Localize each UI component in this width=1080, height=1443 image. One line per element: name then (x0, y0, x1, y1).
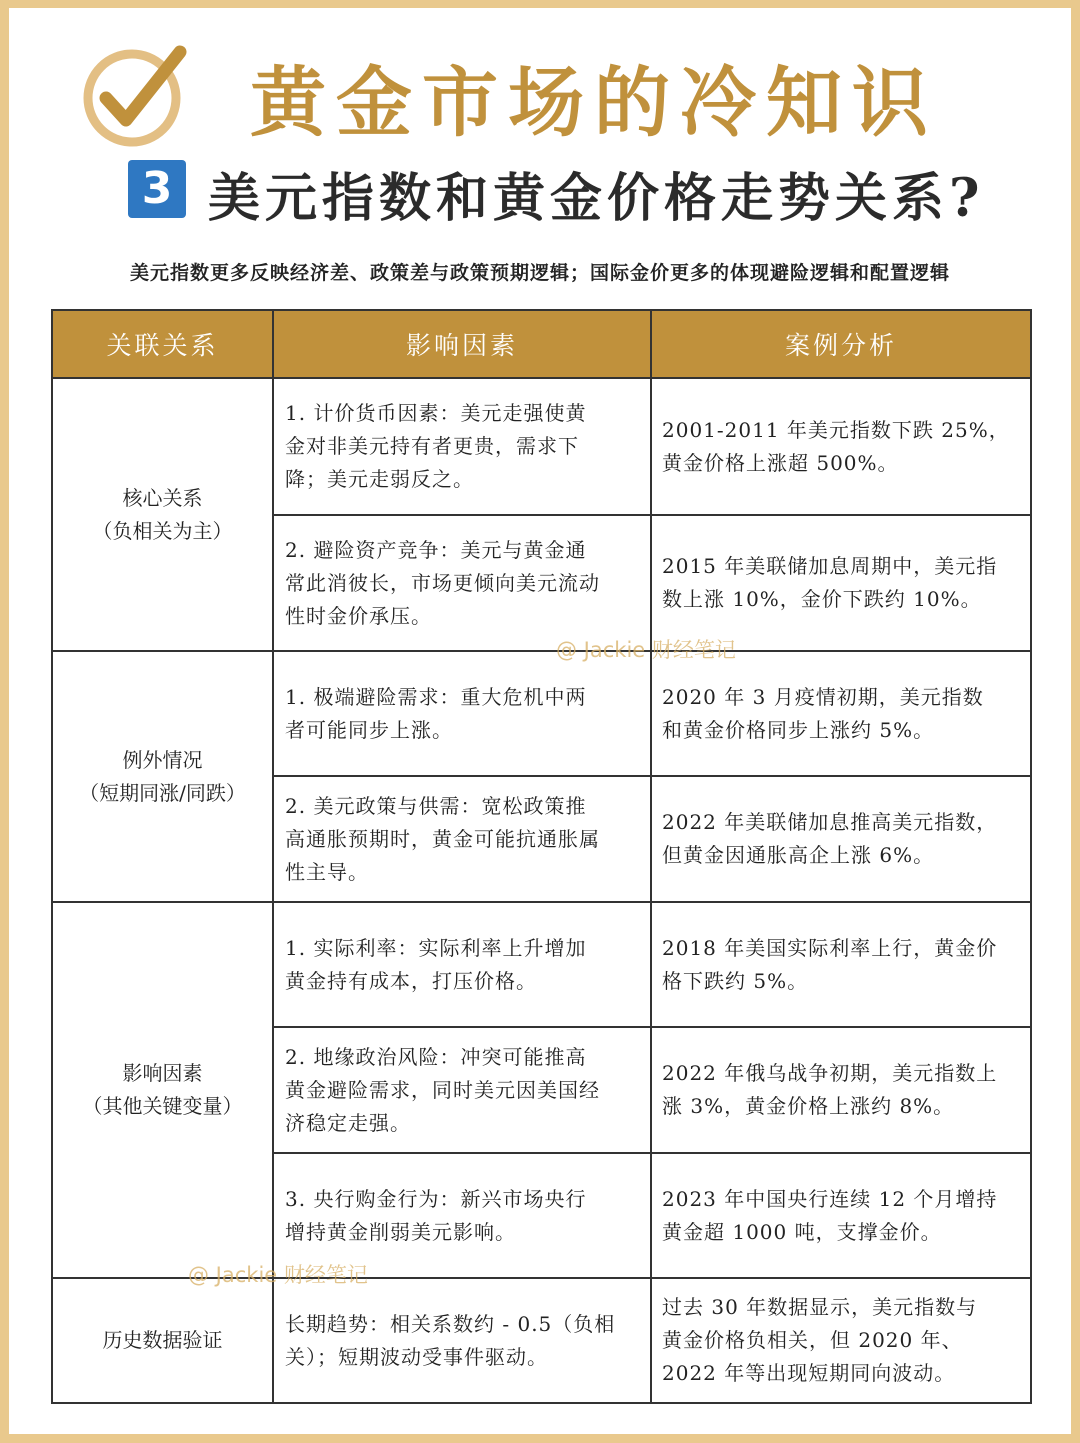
case-line: 和黄金价格同步上涨约 5%。 (662, 717, 935, 742)
factor-line: 增持黄金削弱美元影响。 (285, 1219, 516, 1244)
case-line: 数上涨 10%，金价下跌约 10%。 (662, 587, 982, 611)
case-line: 黄金超 1000 吨，支撑金价。 (662, 1219, 942, 1244)
case-line: 2022 年等出现短期同向波动。 (662, 1361, 956, 1385)
factor-line: 2. 避险资产竞争：美元与黄金通 (285, 537, 587, 562)
intro-text: 美元指数更多反映经济差、政策差与政策预期逻辑；国际金价更多的体现避险逻辑和配置逻辑 (129, 262, 950, 284)
category-cell-factors (52, 902, 273, 1278)
category-line: （其他关键变量） (82, 1094, 243, 1118)
case-line: 涨 3%，黄金价格上涨约 8%。 (662, 1094, 955, 1118)
header-relationship: 关联关系 (52, 310, 273, 378)
case-line: 2015 年美联储加息周期中，美元指 (662, 554, 998, 578)
case-line: 黄金价格上涨超 500%。 (662, 450, 899, 475)
factor-line: 2. 地缘政治风险：冲突可能推高 (285, 1044, 587, 1069)
factor-line: 2. 美元政策与供需：宽松政策推 (285, 793, 587, 818)
case-cell (651, 1027, 1031, 1153)
case-line: 但黄金因通胀高企上涨 6%。 (662, 843, 935, 867)
factor-line: 济稳定走强。 (285, 1110, 411, 1135)
case-line: 2018 年美国实际利率上行，黄金价 (662, 935, 998, 960)
section-subtitle: 美元指数和黄金价格走势关系? (208, 168, 985, 229)
factor-line: 性主导。 (285, 859, 369, 884)
factor-line: 高通胀预期时，黄金可能抗通胀属 (285, 826, 600, 851)
relationship-table (51, 309, 1032, 1404)
factor-line: 者可能同步上涨。 (285, 717, 453, 742)
category-line: 影响因素 (122, 1061, 203, 1085)
page-title: 黄金市场的冷知识 (250, 58, 938, 147)
factor-cell (273, 1278, 651, 1403)
case-cell (651, 1278, 1031, 1403)
factor-line: 关）；短期波动受事件驱动。 (285, 1344, 548, 1369)
case-cell (651, 1153, 1031, 1278)
factor-cell (273, 776, 651, 902)
section-number-badge: 3 (128, 160, 186, 218)
case-line: 2020 年 3 月疫情初期，美元指数 (662, 684, 984, 709)
category-line: 历史数据验证 (102, 1328, 223, 1352)
category-line: 核心关系 (122, 485, 203, 510)
case-line: 过去 30 年数据显示，美元指数与 (662, 1295, 978, 1319)
category-line: （短期同涨/同跌） (79, 780, 246, 805)
case-line: 2023 年中国央行连续 12 个月增持 (662, 1186, 998, 1211)
table-row (52, 1278, 1031, 1403)
table-row (52, 651, 1031, 776)
factor-cell (273, 515, 651, 651)
category-line: 例外情况 (122, 747, 203, 772)
factor-line: 黄金持有成本，打压价格。 (285, 968, 537, 993)
factor-line: 常此消彼长，市场更倾向美元流动 (285, 570, 600, 595)
factor-cell (273, 378, 651, 515)
category-cell-core (52, 378, 273, 651)
case-cell (651, 378, 1031, 515)
case-cell (651, 515, 1031, 651)
category-cell-exceptions (52, 651, 273, 902)
case-cell (651, 651, 1031, 776)
case-line: 格下跌约 5%。 (662, 968, 809, 993)
watermark: @ Jackie 财经笔记 (556, 638, 736, 662)
factor-line: 黄金避险需求，同时美元因美国经 (285, 1077, 600, 1102)
header-cases: 案例分析 (651, 310, 1031, 378)
case-line: 2022 年美联储加息推高美元指数， (662, 810, 998, 834)
table-row (52, 902, 1031, 1027)
case-line: 2022 年俄乌战争初期，美元指数上 (662, 1061, 998, 1085)
checkmark-icon (80, 40, 190, 150)
factor-line: 降；美元走弱反之。 (285, 467, 474, 491)
factor-line: 金对非美元持有者更贵，需求下 (285, 434, 579, 458)
category-cell-history (52, 1278, 273, 1403)
case-cell (651, 902, 1031, 1027)
factor-line: 1. 实际利率：实际利率上升增加 (285, 935, 587, 960)
factor-cell (273, 1027, 651, 1153)
case-line: 2001-2011 年美元指数下跌 25%， (662, 417, 1010, 442)
factor-line: 1. 计价货币因素：美元走强使黄 (285, 401, 587, 425)
table-header-row (52, 310, 1031, 378)
factor-line: 3. 央行购金行为：新兴市场央行 (285, 1186, 587, 1211)
case-line: 黄金价格负相关，但 2020 年、 (662, 1328, 963, 1352)
factor-line: 1. 极端避险需求：重大危机中两 (285, 684, 587, 709)
header-factors: 影响因素 (273, 310, 651, 378)
factor-cell (273, 902, 651, 1027)
factor-line: 长期趋势：相关系数约 - 0.5（负相 (285, 1311, 616, 1336)
factor-cell (273, 651, 651, 776)
case-cell (651, 776, 1031, 902)
category-line: （负相关为主） (92, 518, 233, 543)
factor-line: 性时金价承压。 (285, 603, 432, 628)
watermark: @ Jackie 财经笔记 (188, 1263, 368, 1287)
table-row (52, 378, 1031, 515)
